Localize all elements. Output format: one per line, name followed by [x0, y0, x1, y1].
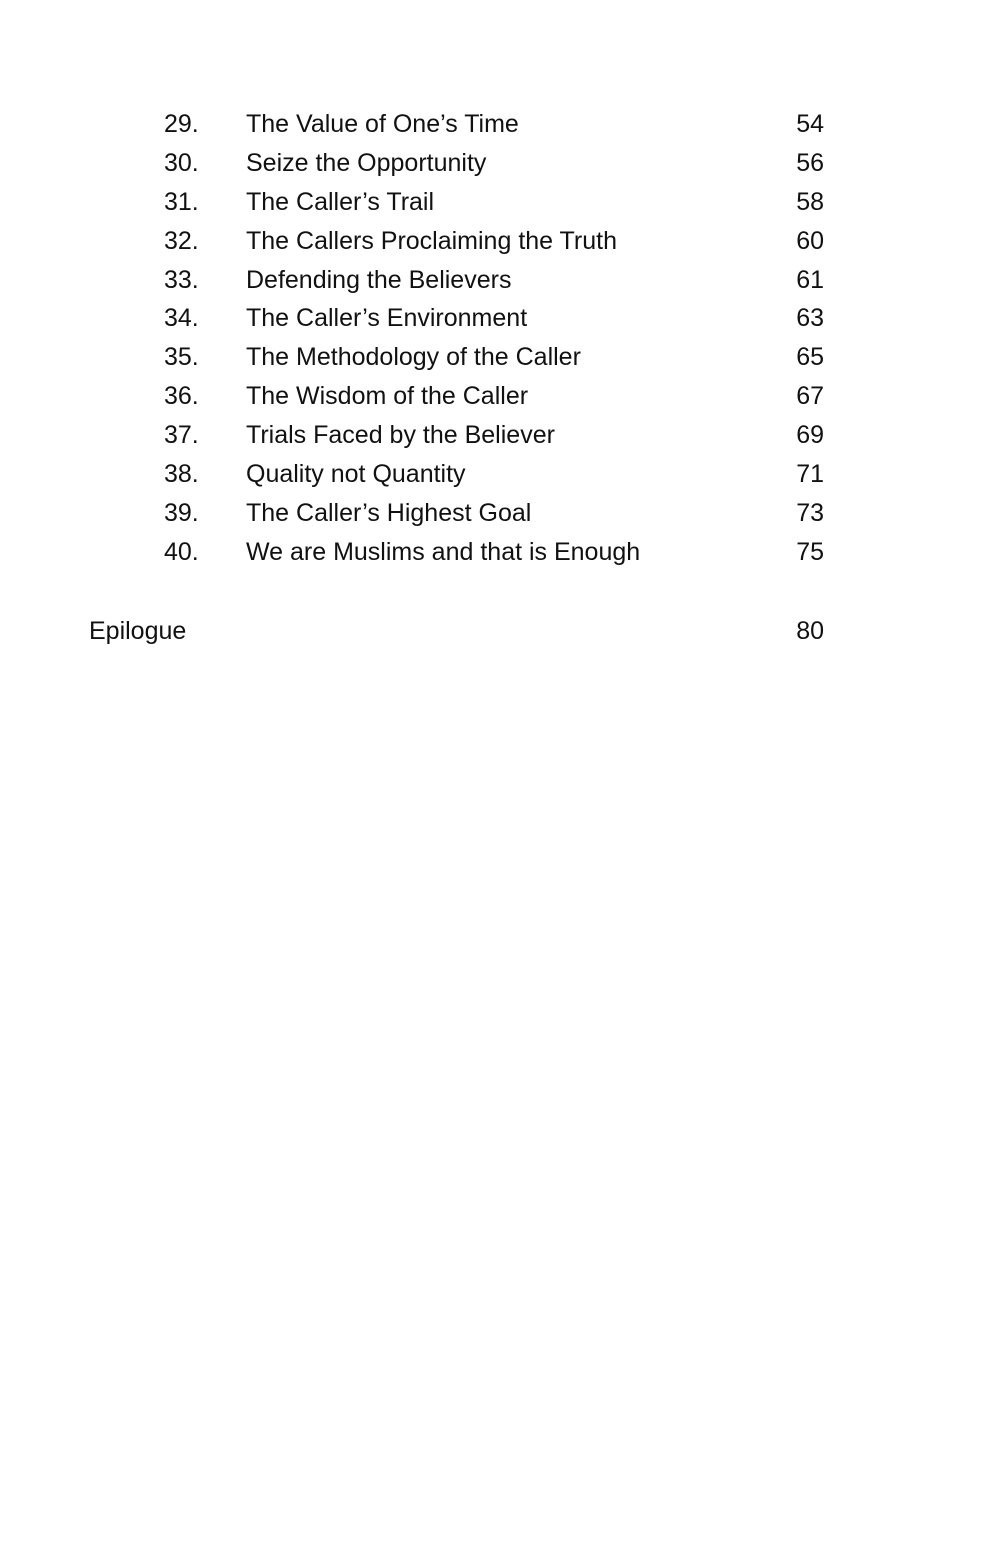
toc-entry: [0, 222, 994, 261]
entry-title: The Methodology of the Caller: [246, 343, 581, 372]
entry-number: 39.: [164, 498, 199, 527]
entry-number: 34.: [164, 304, 199, 333]
entry-title: Trials Faced by the Believer: [246, 421, 555, 450]
entry-number: 30.: [164, 148, 199, 177]
table-of-contents: [0, 105, 994, 572]
toc-entry: [0, 533, 994, 572]
entry-number: 29.: [164, 110, 199, 138]
toc-entry: [0, 377, 994, 416]
entry-page: 61: [796, 265, 824, 294]
entry-title: The Caller’s Environment: [246, 304, 528, 333]
entry-number: 31.: [164, 187, 199, 216]
entry-title: The Caller’s Trail: [246, 187, 435, 216]
entry-page: 75: [796, 537, 824, 566]
entry-page: 54: [796, 110, 824, 138]
entry-page: 56: [796, 148, 824, 177]
entry-title: The Wisdom of the Caller: [246, 382, 529, 411]
toc-entry: [0, 105, 994, 144]
entry-number: 32.: [164, 226, 199, 255]
entry-number: 38.: [164, 460, 199, 489]
toc-entry: [0, 338, 994, 377]
entry-title: Seize the Opportunity: [246, 148, 487, 177]
toc-entry: [0, 299, 994, 338]
toc-entry: [0, 183, 994, 222]
toc-entry: [0, 144, 994, 183]
entry-page: 67: [796, 382, 824, 411]
toc-entry: [0, 261, 994, 300]
entry-title: We are Muslims and that is Enough: [246, 537, 641, 566]
entry-number: 37.: [164, 421, 199, 450]
entry-number: 36.: [164, 382, 199, 411]
entry-number: 33.: [164, 265, 199, 294]
entry-page: 69: [796, 421, 824, 450]
toc-entry: [0, 494, 994, 533]
toc-epilogue-entry: [0, 611, 994, 651]
entry-title: The Value of One’s Time: [246, 110, 519, 138]
entry-number: 35.: [164, 343, 199, 372]
entry-page: 58: [796, 187, 824, 216]
epilogue-title: Epilogue: [89, 617, 187, 645]
toc-entry: [0, 416, 994, 455]
entry-title: The Callers Proclaiming the Truth: [246, 226, 617, 255]
entry-title: The Caller’s Highest Goal: [246, 498, 532, 527]
entry-page: 65: [796, 343, 824, 372]
toc-entry: [0, 455, 994, 494]
entry-title: Defending the Believers: [246, 265, 512, 294]
entry-title: Quality not Quantity: [246, 460, 466, 489]
entry-page: 71: [796, 460, 824, 489]
entry-number: 40.: [164, 537, 199, 566]
entry-page: 63: [796, 304, 824, 333]
entry-page: 73: [796, 498, 824, 527]
epilogue-page: 80: [796, 617, 824, 645]
entry-page: 60: [796, 226, 824, 255]
